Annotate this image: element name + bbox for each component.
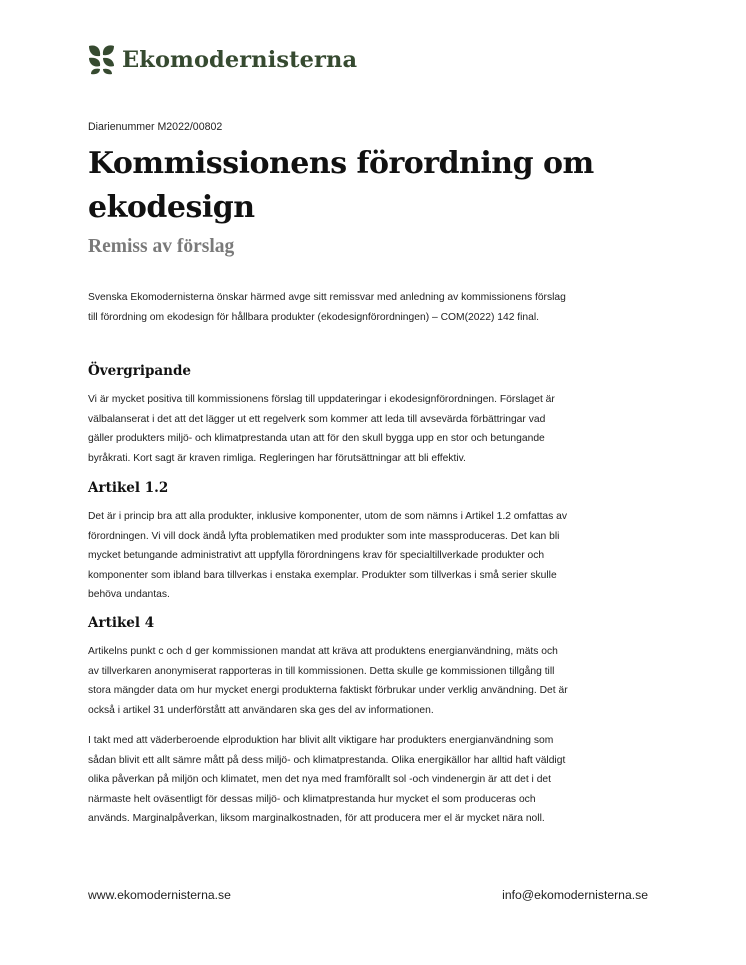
text-line: också i artikel 31 underförstått att användaren ska ges del av informationen.: [88, 704, 434, 716]
diarienummer: Diarienummer M2022/00802: [88, 121, 223, 133]
title-line: ekodesign: [88, 190, 255, 225]
section-paragraph: [88, 507, 668, 605]
logo: [88, 44, 357, 75]
section-paragraph: [88, 642, 668, 720]
text-line: av tillverkaren anonymiserat rapporteras in till kommissionen. Detta skulle ge kommissionen tillgång till: [88, 665, 555, 677]
section-paragraph: [88, 390, 668, 468]
text-line: byråkrati. Kort sagt är kraven rimliga. Regleringen har förutsättningar att bli effektiv.: [88, 452, 466, 464]
text-line: sådan blivit ett allt sämre mått på dess miljö- och klimatprestanda. Olika energikällor har alltid haft väldigt: [88, 754, 566, 766]
text-line: till förordning om ekodesign för hållbara produkter (ekodesignförordningen) – COM(2022) 142 final.: [88, 311, 540, 323]
intro-paragraph: [88, 288, 668, 327]
text-line: mycket betungande administrativt att uppfylla förordningens krav för specialtillverkade produkter och: [88, 550, 545, 562]
text-line: välbalanserat i det att det lägger ut ett regelverk som kommer att leda till avsevärda förbättringar vad: [88, 413, 546, 425]
footer-email[interactable]: info@ekomodernisterna.se: [502, 888, 648, 902]
text-line: närmaste helt oväsentligt för dessas miljö- och klimatprestanda hur mycket el som produceras och: [88, 793, 536, 805]
text-line: används. Marginalpåverkan, liksom marginalkostnaden, för att producera mer el är mycket nära noll.: [88, 813, 545, 825]
section-heading-overgripande: Övergripande: [88, 363, 192, 379]
text-line: Svenska Ekomodernisterna önskar härmed avge sitt remissvar med anledning av kommissionens förslag: [88, 292, 566, 303]
text-line: stora mängder data om hur mycket energi produkterna faktiskt förbrukar under verklig användning. Det är: [88, 685, 568, 697]
section-paragraph: [88, 731, 668, 829]
section-heading-artikel-4: Artikel 4: [88, 615, 155, 631]
footer-website[interactable]: www.ekomodernisterna.se: [88, 888, 231, 902]
leaf-cluster-icon: [88, 44, 115, 75]
text-line: olika påverkan på miljön och klimatet, men det nya med framförallt sol -och vindenergin är att det i det: [88, 774, 552, 786]
document-title: [88, 142, 688, 230]
text-line: I takt med att väderberoende elproduktion har blivit allt viktigare har produkters energianvändning som: [88, 735, 554, 746]
text-line: gäller produkters miljö- och klimatprestanda utan att för den skull bygga upp en stor och betungande: [88, 433, 545, 445]
text-line: Vi är mycket positiva till kommissionens förslag till uppdateringar i ekodesignförordningen. Förslaget är: [88, 394, 555, 405]
logo-text: Ekomodernisterna: [122, 46, 358, 73]
title-line: Kommissionens förordning om: [88, 146, 594, 181]
text-line: Det är i princip bra att alla produkter, inklusive komponenter, utom de som nämns i Artikel 1.2 omfattas av: [88, 511, 568, 522]
text-line: förordningen. Vi vill dock ändå lyfta problematiken med produkter som inte massproduceras. Det kan bli: [88, 530, 560, 542]
section-heading-artikel-1-2: Artikel 1.2: [88, 480, 169, 496]
text-line: behöva undantas.: [88, 589, 170, 601]
text-line: komponenter som ibland bara tillverkas i enstaka exemplar. Produkter som tillverkas i små serier skulle: [88, 569, 557, 581]
document-subtitle: Remiss av förslag: [88, 236, 235, 257]
text-line: Artikelns punkt c och d ger kommissionen mandat att kräva att produktens energianvändning, mäts och: [88, 646, 558, 657]
